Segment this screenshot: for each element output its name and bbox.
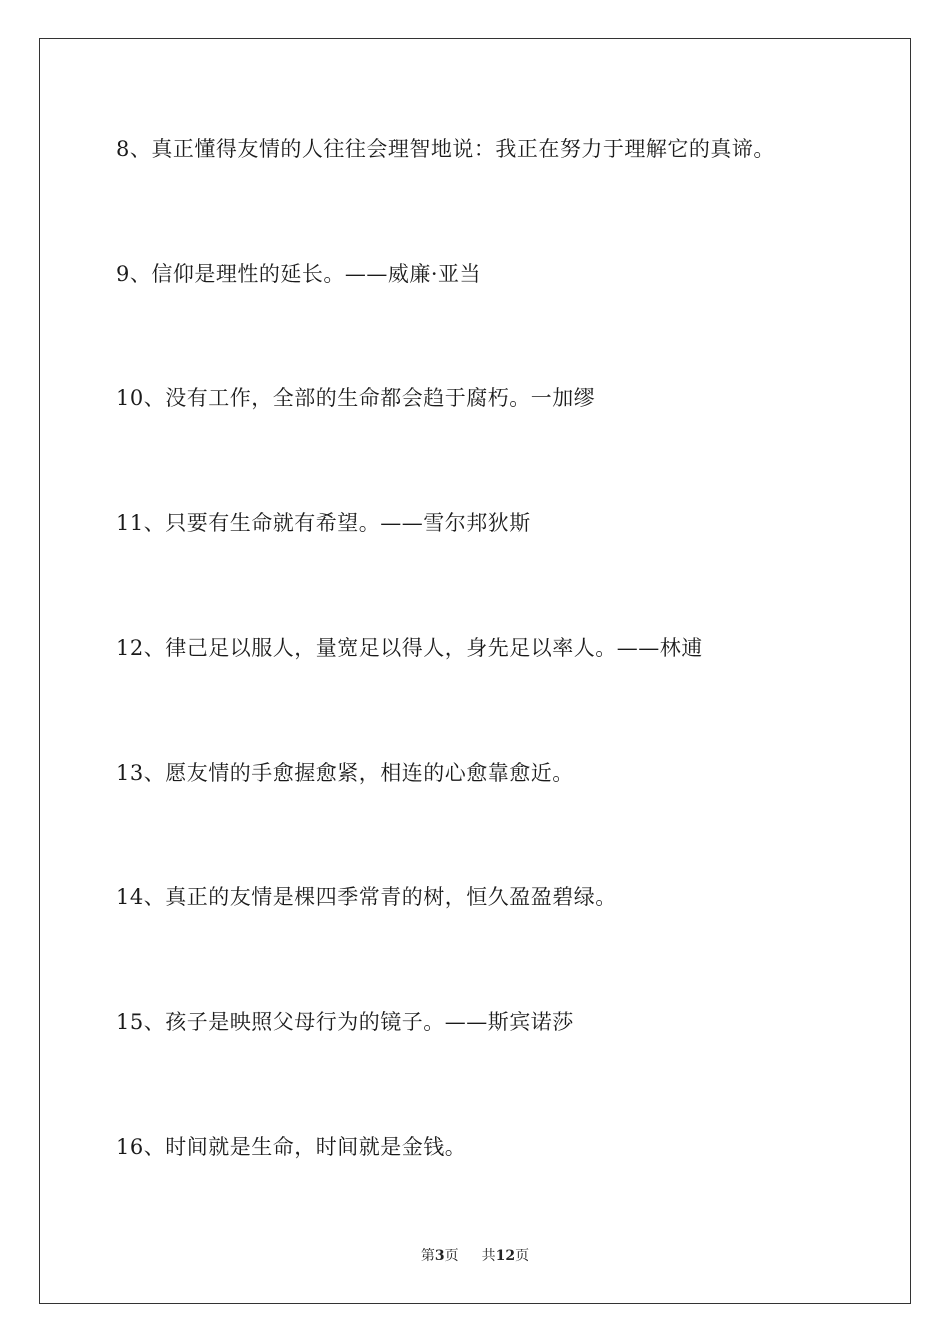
quote-11: 11、只要有生命就有希望。——雪尔邦狄斯 xyxy=(116,511,531,535)
quote-12: 12、律己足以服人，量宽足以得人，身先足以率人。——林逋 xyxy=(116,636,703,660)
page-total-suffix: 页 xyxy=(515,1248,530,1264)
quote-8: 8、真正懂得友情的人往往会理智地说：我正在努力于理解它的真谛。 xyxy=(116,137,775,161)
page-number-suffix: 页 xyxy=(444,1248,459,1264)
quote-14: 14、真正的友情是棵四季常青的树，恒久盈盈碧绿。 xyxy=(116,885,617,909)
quote-13: 13、愿友情的手愈握愈紧，相连的心愈靠愈近。 xyxy=(116,761,574,785)
page-footer xyxy=(0,1246,950,1266)
quote-16: 16、时间就是生命，时间就是金钱。 xyxy=(116,1135,467,1159)
page-number-current: 3 xyxy=(434,1248,445,1264)
page-total-prefix: 共 xyxy=(481,1248,496,1264)
quote-15: 15、孩子是映照父母行为的镜子。——斯宾诺莎 xyxy=(116,1010,574,1034)
quote-10: 10、没有工作，全部的生命都会趋于腐朽。一加缪 xyxy=(116,386,596,410)
quote-9: 9、信仰是理性的延长。——威廉·亚当 xyxy=(116,262,482,286)
page-border xyxy=(39,38,911,1304)
page-number-prefix: 第 xyxy=(420,1248,435,1264)
page-total: 12 xyxy=(495,1248,516,1264)
